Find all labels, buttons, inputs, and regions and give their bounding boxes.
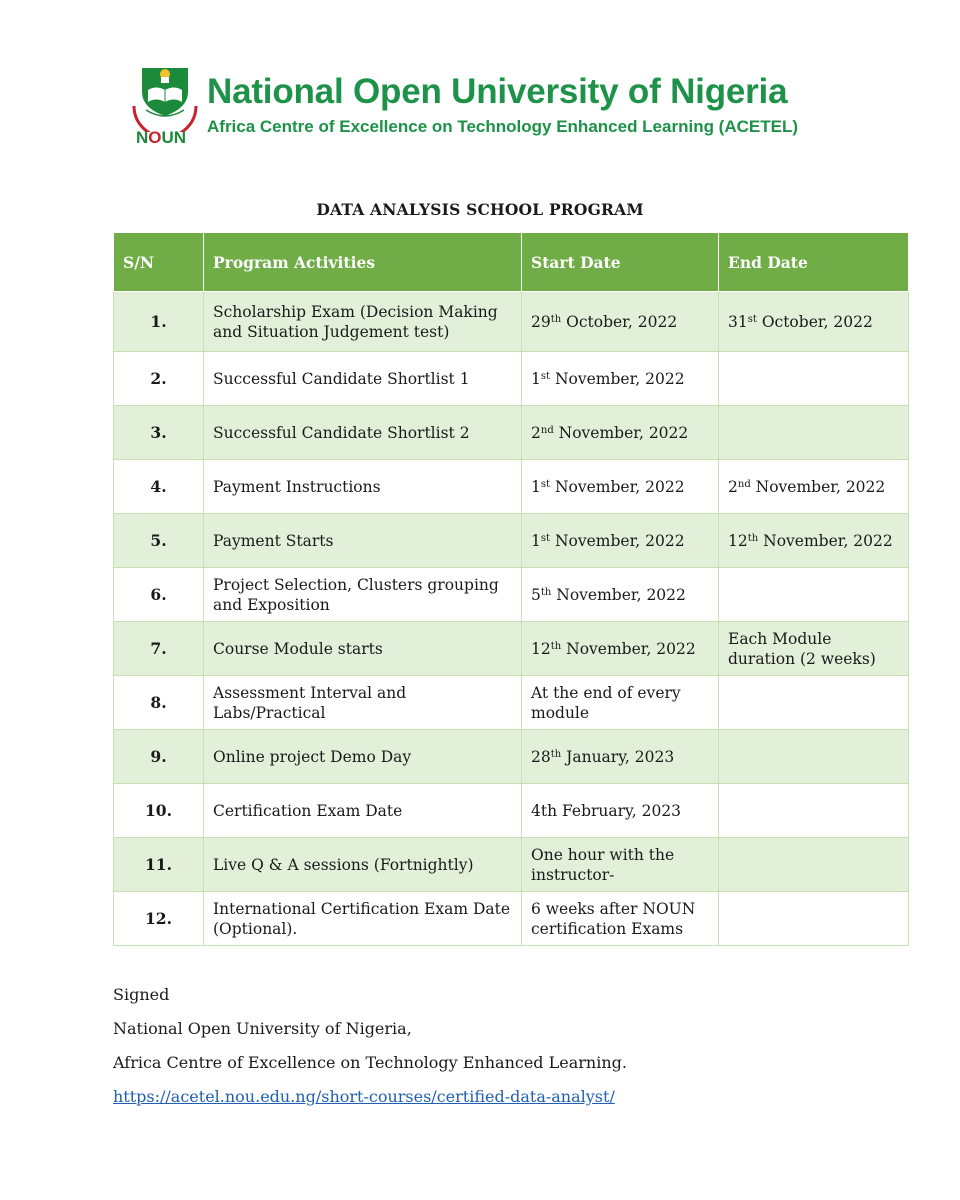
date-month-year: November, 2022 — [758, 531, 893, 550]
date-day: 1 — [531, 531, 541, 550]
date-suffix: st — [747, 313, 757, 325]
date-suffix: th — [550, 640, 562, 652]
row-number: 10. — [114, 784, 204, 838]
activity-cell: Payment Instructions — [204, 460, 522, 514]
table-row — [114, 406, 909, 460]
signatory-centre: Africa Centre of Excellence on Technology Enhanced Learning. — [113, 1053, 627, 1072]
date-month-year: November, 2022 — [561, 639, 696, 658]
end-date-cell — [719, 406, 909, 460]
start-date-cell — [522, 622, 719, 676]
column-header-sn: S/N — [114, 233, 204, 292]
date-month-year: October, 2022 — [756, 312, 873, 331]
activity-cell: Assessment Interval and Labs/Practical — [204, 676, 522, 730]
table-header-row — [114, 233, 909, 292]
activity-cell: Scholarship Exam (Decision Making and Situation Judgement test) — [204, 292, 522, 352]
course-link[interactable]: https://acetel.nou.edu.ng/short-courses/certified-data-analyst/ — [113, 1087, 615, 1106]
date-month-year: November, 2022 — [550, 369, 685, 388]
end-date-cell — [719, 514, 909, 568]
activity-cell: Live Q & A sessions (Fortnightly) — [204, 838, 522, 892]
start-date-cell — [522, 292, 719, 352]
end-date-cell — [719, 838, 909, 892]
signature-block — [113, 986, 873, 1122]
date-suffix: th — [550, 748, 562, 760]
row-number: 1. — [114, 292, 204, 352]
row-number: 4. — [114, 460, 204, 514]
table-row — [114, 838, 909, 892]
table-row — [114, 676, 909, 730]
letterhead — [128, 62, 848, 154]
date-suffix: nd — [737, 478, 751, 490]
date-suffix: nd — [540, 424, 554, 436]
date-suffix: th — [550, 313, 562, 325]
date-day: 29 — [531, 312, 551, 331]
date-day: 12 — [728, 531, 748, 550]
document-title: DATA ANALYSIS SCHOOL PROGRAM — [316, 200, 644, 219]
table-row — [114, 622, 909, 676]
activity-cell: International Certification Exam Date (Optional). — [204, 892, 522, 946]
start-date-cell: 6 weeks after NOUN certification Exams — [522, 892, 719, 946]
end-date-cell: Each Module duration (2 weeks) — [719, 622, 909, 676]
activity-cell: Successful Candidate Shortlist 1 — [204, 352, 522, 406]
end-date-cell — [719, 784, 909, 838]
start-date-cell: At the end of every module — [522, 676, 719, 730]
date-month-year: January, 2023 — [561, 747, 675, 766]
date-month-year: November, 2022 — [553, 423, 689, 442]
row-number: 5. — [114, 514, 204, 568]
activity-cell: Course Module starts — [204, 622, 522, 676]
table-row — [114, 892, 909, 946]
start-date-cell — [522, 352, 719, 406]
date-day: 5 — [531, 585, 541, 604]
row-number: 6. — [114, 568, 204, 622]
column-header-start-date: Start Date — [522, 233, 719, 292]
end-date-cell — [719, 568, 909, 622]
end-date-cell — [719, 730, 909, 784]
noun-crest-icon — [128, 62, 202, 132]
row-number: 8. — [114, 676, 204, 730]
end-date-cell — [719, 460, 909, 514]
row-number: 11. — [114, 838, 204, 892]
row-number: 2. — [114, 352, 204, 406]
date-month-year: November, 2022 — [750, 477, 886, 496]
date-day: 1 — [531, 477, 541, 496]
table-body — [114, 292, 909, 946]
logo-wordmark: NOUN — [136, 128, 187, 147]
end-date-cell — [719, 892, 909, 946]
row-number: 3. — [114, 406, 204, 460]
table-row — [114, 292, 909, 352]
date-month-year: November, 2022 — [551, 585, 686, 604]
row-number: 9. — [114, 730, 204, 784]
start-date-cell — [522, 730, 719, 784]
table-row — [114, 514, 909, 568]
start-date-cell — [522, 406, 719, 460]
signatory-university: National Open University of Nigeria, — [113, 1019, 412, 1038]
end-date-cell — [719, 352, 909, 406]
activity-cell: Certification Exam Date — [204, 784, 522, 838]
table-row — [114, 568, 909, 622]
start-date-cell — [522, 460, 719, 514]
row-number: 12. — [114, 892, 204, 946]
date-day: 2 — [531, 423, 541, 442]
date-suffix: st — [540, 532, 551, 544]
table-row — [114, 784, 909, 838]
date-day: 12 — [531, 639, 551, 658]
date-day: 2 — [728, 477, 738, 496]
end-date-cell — [719, 292, 909, 352]
university-name: National Open University of Nigeria — [207, 72, 788, 111]
start-date-cell: One hour with the instructor- — [522, 838, 719, 892]
date-suffix: st — [540, 370, 551, 382]
centre-name: Africa Centre of Excellence on Technology Enhanced Learning (ACETEL) — [207, 117, 799, 136]
activity-cell: Successful Candidate Shortlist 2 — [204, 406, 522, 460]
link-paragraph — [113, 1088, 873, 1106]
table-row — [114, 730, 909, 784]
activity-cell: Project Selection, Clusters grouping and Exposition — [204, 568, 522, 622]
table-row — [114, 352, 909, 406]
date-month-year: October, 2022 — [561, 312, 678, 331]
date-month-year: November, 2022 — [550, 477, 685, 496]
row-number: 7. — [114, 622, 204, 676]
activity-cell: Online project Demo Day — [204, 730, 522, 784]
table-row — [114, 460, 909, 514]
start-date-cell — [522, 514, 719, 568]
date-day: 28 — [531, 747, 551, 766]
end-date-cell — [719, 676, 909, 730]
date-suffix: th — [540, 586, 552, 598]
start-date-cell — [522, 568, 719, 622]
date-day: 31 — [728, 312, 748, 331]
date-suffix: th — [747, 532, 759, 544]
signed-label: Signed — [113, 985, 170, 1004]
activity-cell: Payment Starts — [204, 514, 522, 568]
column-header-end-date: End Date — [719, 233, 909, 292]
date-month-year: November, 2022 — [550, 531, 685, 550]
program-schedule-table — [113, 232, 909, 946]
date-day: 1 — [531, 369, 541, 388]
start-date-cell: 4th February, 2023 — [522, 784, 719, 838]
date-suffix: st — [540, 478, 551, 490]
noun-logo — [128, 62, 202, 152]
column-header-activities: Program Activities — [204, 233, 522, 292]
